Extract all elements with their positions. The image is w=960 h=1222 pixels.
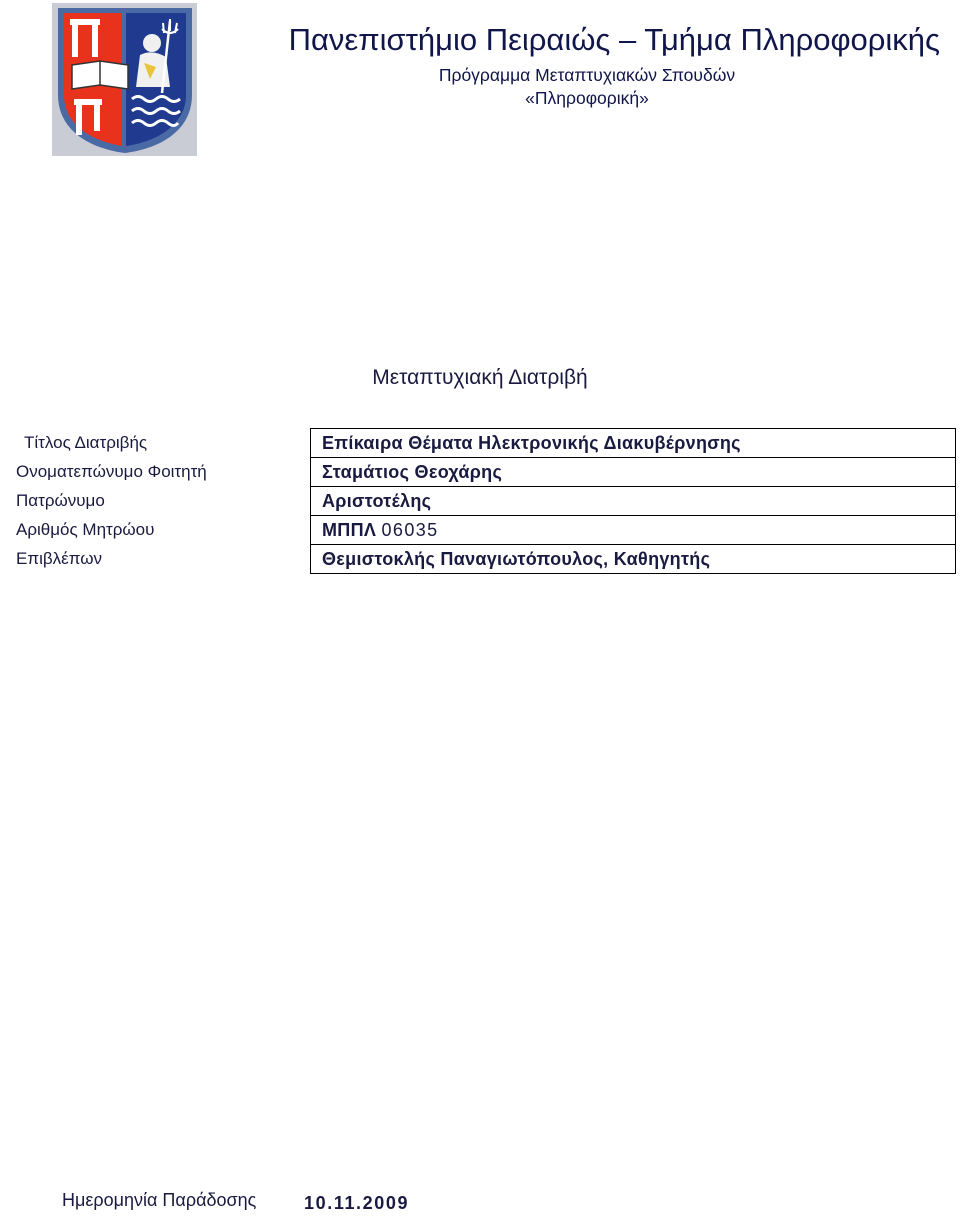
submission-date-label: Ημερομηνία Παράδοσης bbox=[62, 1190, 257, 1210]
thesis-info-table bbox=[6, 428, 956, 574]
table-row bbox=[6, 516, 956, 545]
table-row bbox=[6, 429, 956, 458]
row-label-registry: Αριθμός Μητρώου bbox=[16, 520, 155, 539]
crest-graphic bbox=[52, 3, 197, 156]
university-crest-icon bbox=[52, 3, 197, 156]
row-label-supervisor: Επιβλέπων bbox=[16, 549, 102, 568]
submission-date-value: 10.11.2009 bbox=[304, 1193, 410, 1213]
row-value-registry bbox=[311, 516, 956, 545]
document-heading: Μεταπτυχιακή Διατριβή bbox=[372, 366, 588, 389]
table-row bbox=[6, 545, 956, 574]
program-line-2: «Πληροφορική» bbox=[525, 88, 649, 108]
university-title: Πανεπιστήμιο Πειραιώς – Τμήμα Πληροφορικής bbox=[288, 22, 940, 57]
row-value-supervisor: Θεμιστοκλής Παναγιωτόπουλος, Καθηγητής bbox=[311, 545, 956, 574]
table-row bbox=[6, 458, 956, 487]
program-line-1: Πρόγραμμα Μεταπτυχιακών Σπουδών bbox=[438, 65, 736, 85]
program-name bbox=[396, 64, 778, 110]
row-label-student: Ονοματεπώνυμο Φοιτητή bbox=[16, 462, 207, 481]
row-value-patronymic: Αριστοτέλης bbox=[311, 487, 956, 516]
row-value-title: Επίκαιρα Θέματα Ηλεκτρονικής Διακυβέρνησης bbox=[311, 429, 956, 458]
row-value-student: Σταμάτιος Θεοχάρης bbox=[311, 458, 956, 487]
table-row bbox=[6, 487, 956, 516]
row-label-title: Τίτλος Διατριβής bbox=[24, 433, 148, 452]
registry-number: 06035 bbox=[381, 519, 439, 540]
registry-prefix: ΜΠΠΛ bbox=[322, 519, 377, 540]
row-label-patronymic: Πατρώνυμο bbox=[16, 491, 105, 510]
